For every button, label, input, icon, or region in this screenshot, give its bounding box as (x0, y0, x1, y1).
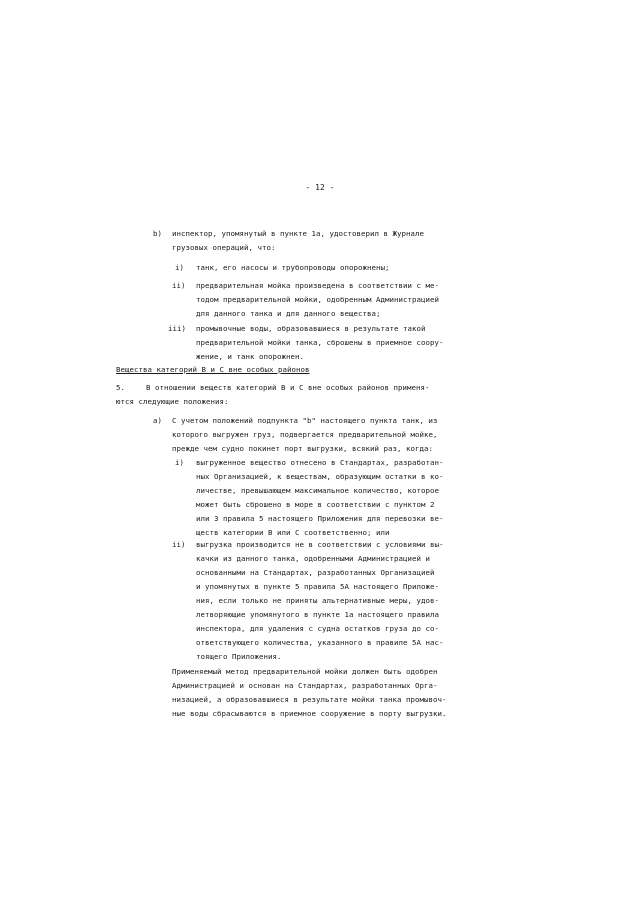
item-b-line: инспектор, упомянутый в пункте 1а, удостоверил в Журнале (172, 229, 424, 238)
item-a-ii-line: тоящего Приложения. (196, 652, 282, 661)
item-a-i-line: может быть сброшено в море в соответствии с пунктом 2 (196, 500, 435, 509)
item-a-ii-line: инспектора, для удаления с судна остатков груза до со- (196, 624, 439, 633)
item-a-ii-line: и упомянутых в пункте 5 правила 5А настоящего Приложе- (196, 582, 439, 591)
item-a-line: С учетом положений подпункта "b" настоящего пункта танк, из (172, 416, 438, 425)
closing-line: Применяемый метод предварительной мойки должен быть одобрен (172, 667, 438, 676)
item-a-ii-line: выгрузка производится не в соответствии с условиями вы- (196, 540, 444, 549)
item-a-i-line: личестве, превышающем максимальное количество, которое (196, 486, 439, 495)
item-b-i-marker: i) (175, 263, 184, 272)
closing-line: ные воды сбрасываются в приемное сооружение в порту выгрузки. (172, 709, 447, 718)
item-a-line: прежде чем судно покинет порт выгрузки, всякий раз, когда: (172, 444, 433, 453)
item-b-ii-line: для данного танка и для данного вещества; (196, 309, 381, 318)
item-b-iii-line: промывочные воды, образовавшиеся в результате такой (196, 324, 426, 333)
item-b-ii-line: тодом предварительной мойки, одобренным Администрацией (196, 295, 439, 304)
item-b-line: грузовых операций, что: (172, 243, 276, 252)
item-a-i-line: ществ категории B или C соответственно; или (196, 528, 390, 537)
item-b-marker: b) (153, 229, 162, 238)
item-a-ii-line: основанными на Стандартах, разработанных Организацией (196, 568, 435, 577)
item-b-iii-marker: iii) (168, 324, 186, 333)
item-a-ii-line: качки из данного танка, одобренными Администрацией и (196, 554, 430, 563)
item-b-i-line: танк, его насосы и трубопроводы опорожнены; (196, 263, 390, 272)
item-a-ii-marker: ii) (172, 540, 186, 549)
item-a-marker: a) (153, 416, 162, 425)
item-a-line: которого выгружен груз, подвергается предварительной мойке, (172, 430, 438, 439)
item-a-i-line: выгруженное вещество отнесено в Стандартах, разработан- (196, 458, 444, 467)
item-b-iii-line: предварительной мойки танка, сброшены в приемное соору- (196, 338, 444, 347)
item-a-i-line: или 3 правила 5 настоящего Приложения для перевозки ве- (196, 514, 444, 523)
item-b-ii-line: предварительная мойка произведена в соответствии с ме- (196, 281, 439, 290)
item-a-i-line: ных Организацией, к веществам, образующим остатки в ко- (196, 472, 444, 481)
para-5-marker: 5. (116, 383, 125, 392)
item-b-ii-marker: ii) (172, 281, 186, 290)
item-a-ii-line: ответствующего количества, указанного в правиле 5А нас- (196, 638, 444, 647)
closing-line: Администрацией и основан на Стандартах, разработанных Орга- (172, 681, 438, 690)
item-b-iii-line: жение, и танк опорожнен. (196, 352, 304, 361)
closing-line: низацией, а образовавшиеся в результате мойки танка промывоч- (172, 695, 447, 704)
page-number: - 12 - (305, 183, 335, 192)
section-heading: Вещества категорий B и C вне особых районов (116, 365, 310, 374)
para-5-line: ются следующие положения: (116, 397, 229, 406)
item-a-i-marker: i) (175, 458, 184, 467)
item-a-ii-line: летворяющие упомянутого в пункте 1а настоящего правила (196, 610, 439, 619)
item-a-ii-line: ния, если только не приняты альтернативные меры, удов- (196, 596, 439, 605)
para-5-line: В отношении веществ категорий B и C вне особых районов применя- (146, 383, 430, 392)
